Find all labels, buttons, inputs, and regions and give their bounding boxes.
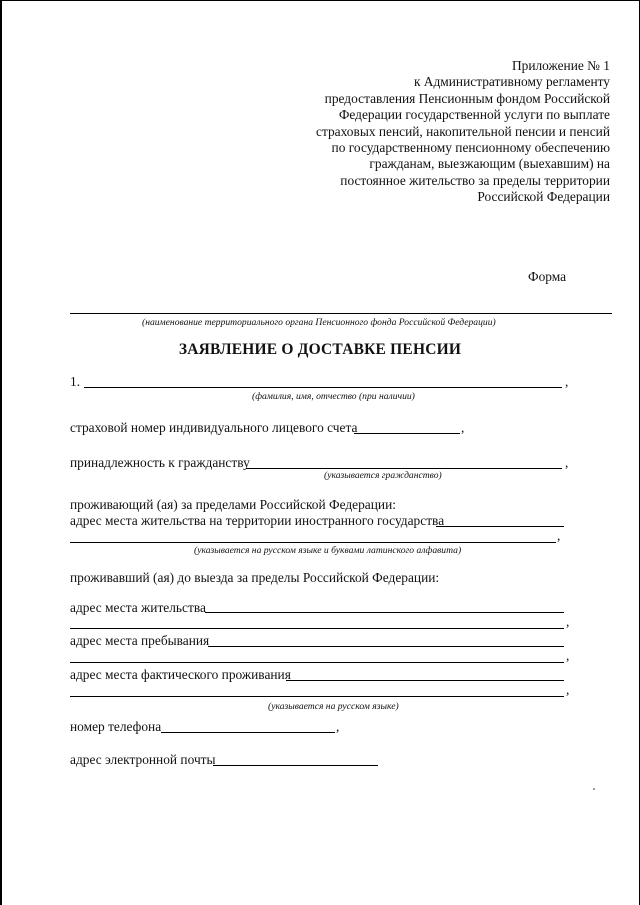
comma: , xyxy=(557,528,561,543)
email-field[interactable] xyxy=(213,765,378,766)
appendix-line: гражданам, выезжающим (выехавшим) на xyxy=(369,156,610,172)
residence-field-2[interactable] xyxy=(70,628,564,629)
appendix-line: по государственному пенсионному обеспечению xyxy=(331,140,610,156)
residence-field[interactable] xyxy=(205,612,564,613)
phone-label: номер телефона xyxy=(70,719,162,734)
fio-caption: (фамилия, имя, отчество (при наличии) xyxy=(252,391,415,402)
appendix-header xyxy=(290,58,610,206)
phone-field[interactable] xyxy=(161,732,335,733)
comma: , xyxy=(565,374,569,389)
comma: , xyxy=(336,719,340,734)
citizenship-field[interactable] xyxy=(246,468,562,469)
living-abroad-heading: проживающий (ая) за пределами Российской Федерации: xyxy=(70,497,396,512)
email-label: адрес электронной почты xyxy=(70,752,216,767)
comma: , xyxy=(566,648,570,663)
residence-label: адрес места жительства xyxy=(70,600,206,615)
comma: , xyxy=(461,420,465,435)
appendix-line: предоставления Пенсионным фондом Российской xyxy=(324,90,610,106)
snils-label: страховой номер индивидуального лицевого счета xyxy=(70,420,358,435)
appendix-line: страховых пенсий, накопительной пенсии и пенсий xyxy=(316,123,610,139)
foreign-address-label: адрес места жительства на территории иностранного государства xyxy=(70,513,445,528)
comma: , xyxy=(566,682,570,697)
actual-residence-label: адрес места фактического проживания xyxy=(70,667,291,682)
appendix-line: к Административному регламенту xyxy=(413,74,610,90)
foreign-address-caption: (указывается на русском языке и буквами латинского алфавита) xyxy=(194,545,462,556)
territorial-organ-field[interactable] xyxy=(70,313,612,314)
territorial-organ-caption: (наименование территориального органа Пенсионного фонда Российской Федерации) xyxy=(142,317,496,328)
foreign-address-field[interactable] xyxy=(436,526,564,527)
actual-residence-field-2[interactable] xyxy=(70,696,564,697)
appendix-line: Приложение № 1 xyxy=(511,58,610,73)
actual-residence-field[interactable] xyxy=(286,680,564,681)
appendix-line: постоянное жительство за пределы территории xyxy=(340,172,610,188)
snils-field[interactable] xyxy=(354,433,460,434)
foreign-address-field-2[interactable] xyxy=(70,542,556,543)
form-label: Форма xyxy=(528,269,567,284)
appendix-line: Российской Федерации xyxy=(477,189,610,205)
item-number: 1. xyxy=(70,374,81,389)
page-border-top xyxy=(0,0,640,1)
lived-before-heading: проживавший (ая) до выезда за пределы Российской Федерации: xyxy=(70,570,440,585)
citizenship-caption: (указывается гражданство) xyxy=(324,470,442,481)
appendix-line: Федерации государственной услуги по выплате xyxy=(338,107,610,123)
fio-field[interactable] xyxy=(84,387,562,388)
citizenship-label: принадлежность к гражданству xyxy=(70,455,250,470)
stay-field[interactable] xyxy=(208,646,564,647)
document-title: ЗАЯВЛЕНИЕ О ДОСТАВКЕ ПЕНСИИ xyxy=(178,341,462,358)
stay-label: адрес места пребывания xyxy=(70,633,210,648)
scan-speck xyxy=(593,788,595,790)
comma: , xyxy=(565,455,569,470)
comma: , xyxy=(566,614,570,629)
stay-field-2[interactable] xyxy=(70,662,564,663)
russian-caption: (указывается на русском языке) xyxy=(268,701,399,712)
page-border-left xyxy=(0,0,2,905)
